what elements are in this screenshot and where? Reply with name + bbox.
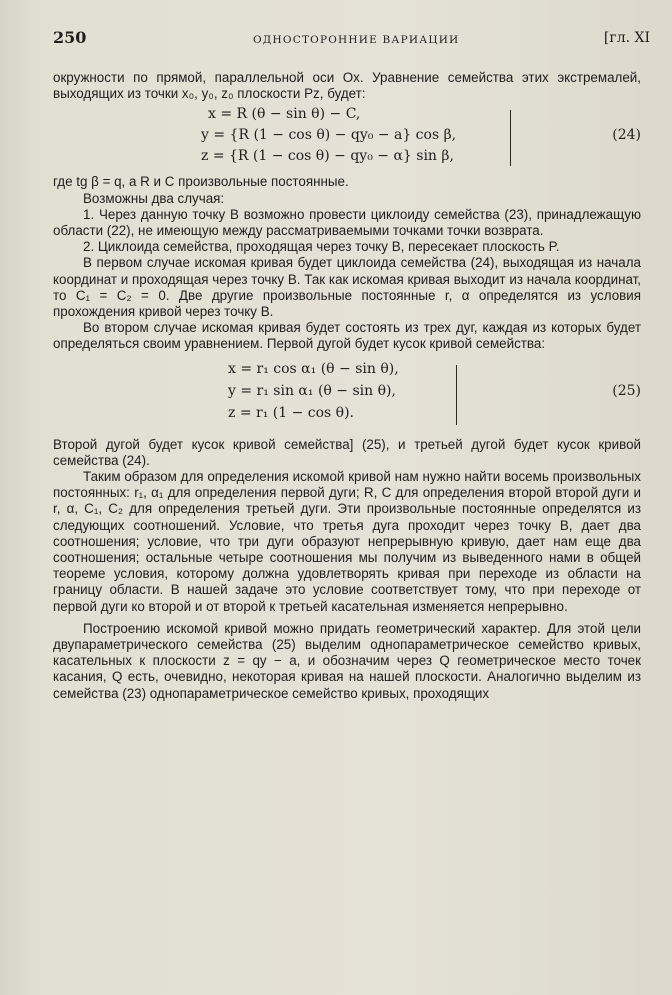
- equation-25-brace: [456, 365, 457, 425]
- paragraph: 1. Через данную точку B возможно провести циклоиду семейства (23), принадлежащую области (22), не имеющую между рассматриваемыми точками точки возврата.: [53, 206, 641, 239]
- page-number: 250: [53, 28, 87, 47]
- equation-25-line-2: y = r₁ sin α₁ (θ − sin θ),: [228, 382, 396, 399]
- paragraph: Таким образом для определения искомой кривой нам нужно найти восемь произвольных постоянных: r₁, α₁ для определения первой дуги; R, C для определения второй второй дуги и r, α, C₁, C₂ для определения третьей дуги. Эти произвольные постоянные определятся из следующих соотношений. Условие, что третья дуга проходит через точку B, дает два соотношения; условие, что три дуги образуют непрерывную кривую, дает нам еще два соотношения; остальные четыре соотношения мы получим из выведенного нами в общей теореме условия, которому должна удовлетворять кривая при переходе из области на границу области. В нашей задаче это условие соответствует тому, что при переходе от первой дуги ко второй и от второй к третьей касательная изменяется непрерывно.: [53, 469, 641, 614]
- paragraph: Возможны два случая:: [83, 190, 225, 206]
- equation-24-line-1: x = R (θ − sin θ) − C,: [208, 106, 361, 123]
- equation-24-line-2: y = {R (1 − cos θ) − qy₀ − a} cos β,: [201, 127, 457, 144]
- paragraph: Второй дугой будет кусок кривой семейства] (25), и третьей дугой будет кусок кривой семейства (24).: [53, 436, 641, 468]
- page-body: [53, 70, 641, 702]
- equation-24: [53, 106, 641, 168]
- paragraph: Построению искомой кривой можно придать геометрический характер. Для этой цели двупараметрического семейства (25) выделим однопараметрическое семейство кривых, касательных к плоскости z = qy − a, и обозначим через Q геометрическое место точек касания, Q есть, очевидно, некоторая кривая на нашей плоскости. Аналогично выделим из семейства (23) однопараметрическое семейство кривых, проходящих: [53, 620, 641, 701]
- equation-24-brace: [510, 110, 511, 166]
- chapter-reference: [гл. XI: [603, 30, 650, 46]
- page-header: [53, 28, 650, 52]
- paragraph: Во втором случае искомая кривая будет состоять из трех дуг, каждая из которых будет определяться своим уравнением. Первой дугой будет кусок кривой семейства:: [53, 320, 641, 352]
- paragraph: 2. Циклоида семейства, проходящая через точку B, пересекает плоскость P.: [83, 239, 560, 255]
- paragraph: В первом случае искомая кривая будет циклоида семейства (24), выходящая из начала координат и проходящая через точку B. Так как искомая кривая выходит из начала координат, то C₁ = C₂ = 0. Две другие произвольные постоянные r, α определятся из условия прохождения кривой через точку B.: [53, 255, 641, 320]
- paragraph: где tg β = q, а R и C произвольные постоянные.: [53, 174, 349, 190]
- equation-24-number: (24): [612, 127, 641, 144]
- running-title: ОДНОСТОРОННИЕ ВАРИАЦИИ: [253, 34, 460, 46]
- equation-25: [53, 361, 641, 427]
- equation-25-line-3: z = r₁ (1 − cos θ).: [228, 404, 355, 421]
- equation-25-line-1: x = r₁ cos α₁ (θ − sin θ),: [228, 360, 399, 377]
- equation-24-line-3: z = {R (1 − cos θ) − qy₀ − α} sin β,: [201, 148, 454, 165]
- equation-25-number: (25): [612, 382, 641, 399]
- paragraph: окружности по прямой, параллельной оси Ox. Уравнение семейства этих экстремалей, выходящих из точки x₀, y₀, z₀ плоскости Pz, будет:: [53, 70, 641, 102]
